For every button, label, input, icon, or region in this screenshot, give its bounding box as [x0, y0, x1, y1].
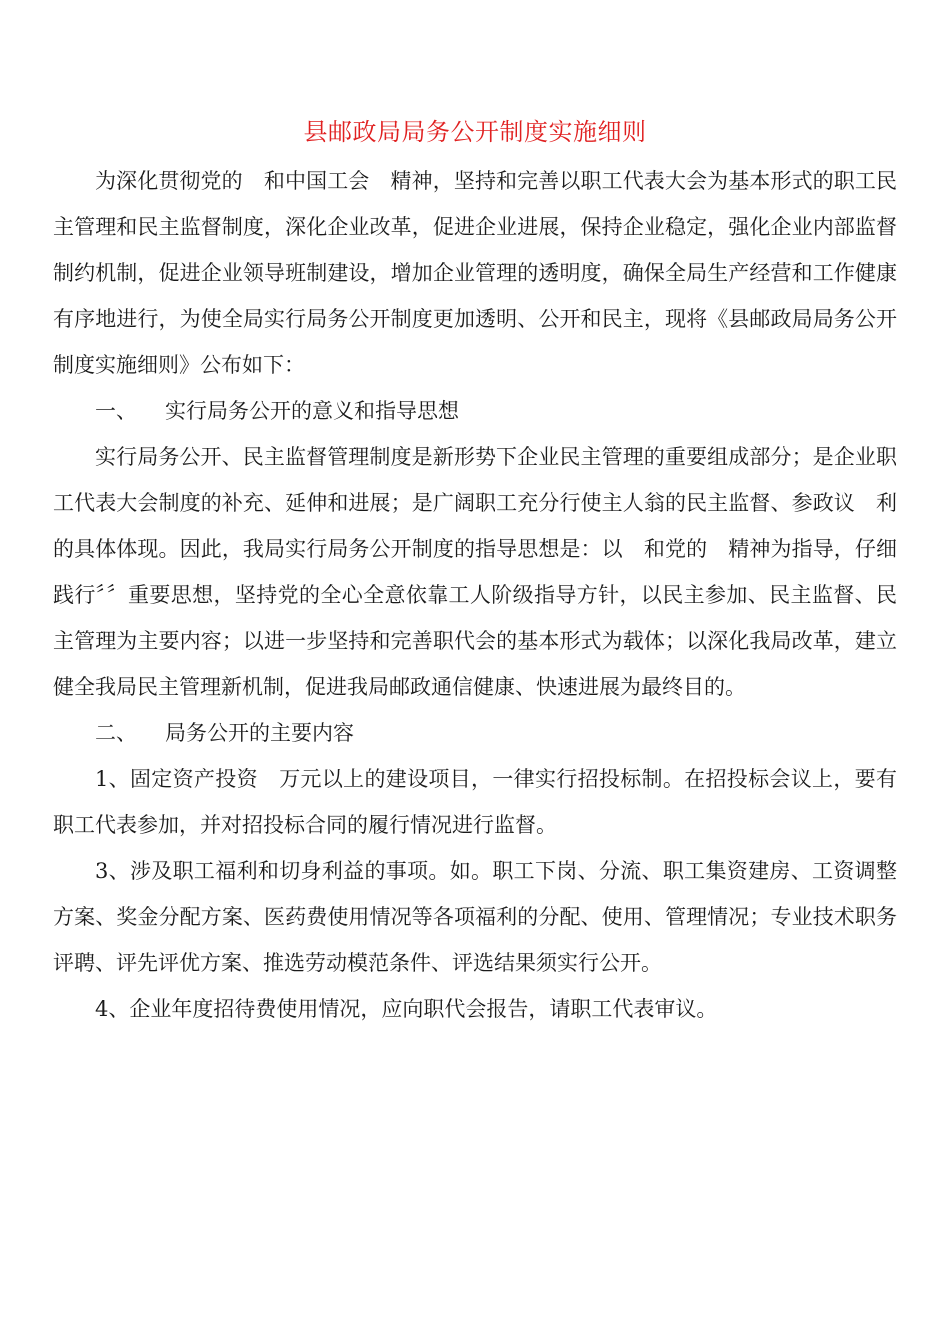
- section-1-number: 一、: [95, 399, 137, 423]
- document-body: [53, 158, 897, 1032]
- section-2-item-4: 4、企业年度招待费使用情况，应向职代会报告，请职工代表审议。: [95, 997, 718, 1021]
- section-2-item-3: 3、涉及职工福利和切身利益的事项。如。职工下岗、分流、职工集资建房、工资调整方案、奖金分配方案、医药费使用情况等各项福利的分配、使用、管理情况；专业技术职务评聘、评先评优方案、推选劳动模范条件、评选结果须实行公开。: [53, 859, 897, 975]
- section-2-item-1: 1、固定资产投资 万元以上的建设项目，一律实行招投标制。在招投标会议上，要有职工代表参加，并对招投标合同的履行情况进行监督。: [53, 767, 897, 837]
- section-2-title: 局务公开的主要内容: [165, 721, 354, 745]
- intro-paragraph: 为深化贯彻党的 和中国工会 精神，坚持和完善以职工代表大会为基本形式的职工民主管理和民主监督制度，深化企业改革，促进企业进展，保持企业稳定，强化企业内部监督制约机制，促进企业领导班制建设，增加企业管理的透明度，确保全局生产经营和工作健康有序地进行，为使全局实行局务公开制度更加透明、公开和民主，现将《县邮政局局务公开制度实施细则》公布如下：: [53, 169, 897, 377]
- section-1-title: 实行局务公开的意义和指导思想: [165, 399, 459, 423]
- section-2-number: 二、: [95, 721, 137, 745]
- section-1-heading: [53, 388, 897, 434]
- section-1-paragraph: 实行局务公开、民主监督管理制度是新形势下企业民主管理的重要组成部分；是企业职工代表大会制度的补充、延伸和进展；是广阔职工充分行使主人翁的民主监督、参政议 利的具体体现。因此，我局实行局务公开制度的指导思想是：以 和党的 精神为指导，仔细践行〞〞重要思想，坚持党的全心全意依靠工人阶级指导方针，以民主参加、民主监督、民主管理为主要内容；以进一步坚持和完善职代会的基本形式为载体；以深化我局改革，建立健全我局民主管理新机制，促进我局邮政通信健康、快速进展为最终目的。: [53, 445, 897, 699]
- document-title: 县邮政局局务公开制度实施细则: [303, 118, 647, 146]
- section-2-heading: [53, 710, 897, 756]
